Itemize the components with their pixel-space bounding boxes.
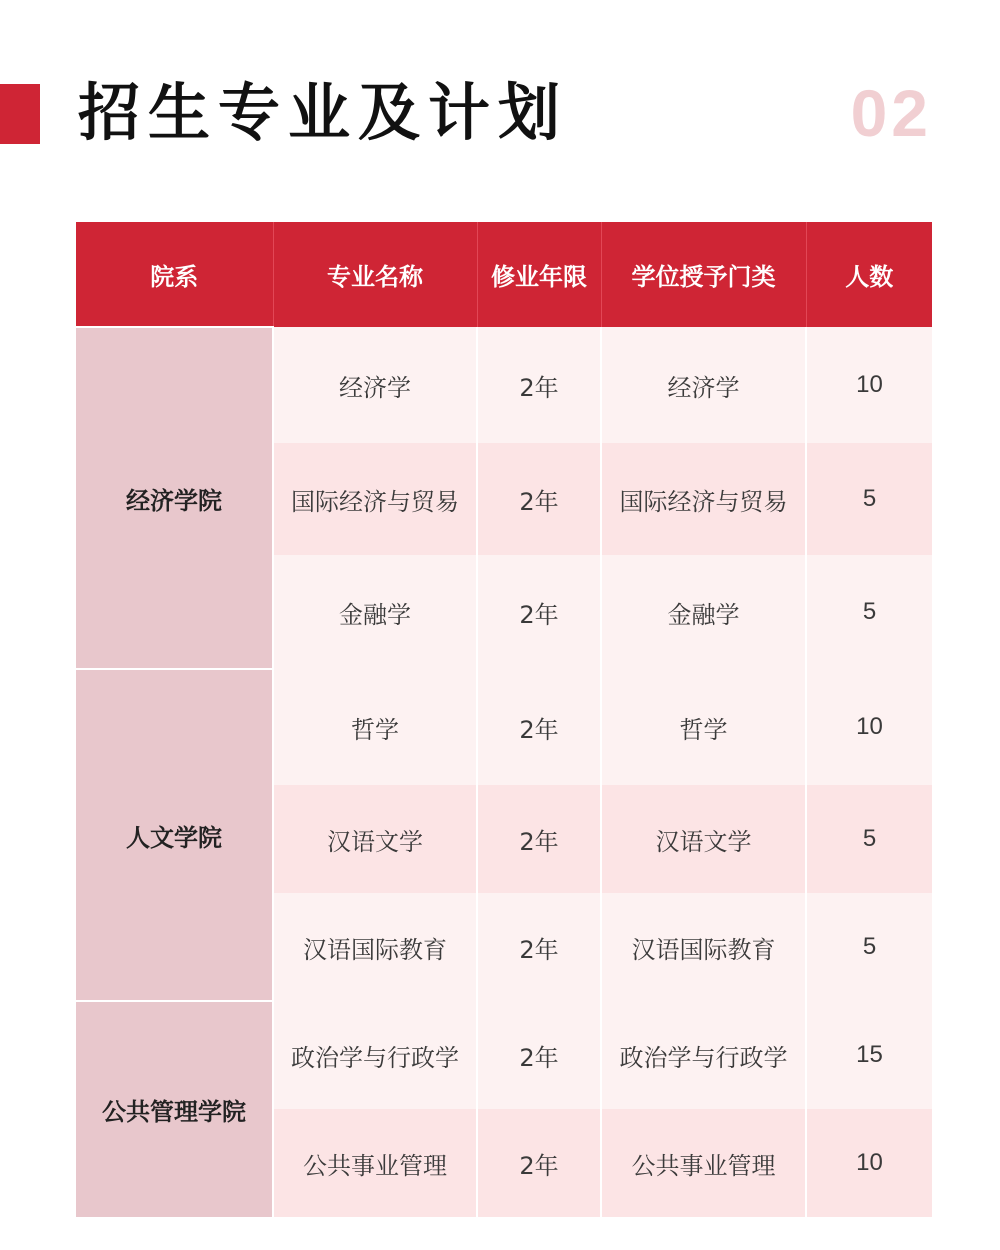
- years-cell: 2年: [477, 893, 601, 1001]
- header-major-name: 专业名称: [273, 222, 477, 327]
- major-cell: 政治学与行政学: [273, 1001, 477, 1109]
- department-cell: 公共管理学院: [76, 1001, 273, 1217]
- degree-cell: 哲学: [601, 669, 806, 785]
- count-cell: 10: [806, 327, 932, 443]
- major-cell: 经济学: [273, 327, 477, 443]
- degree-cell: 经济学: [601, 327, 806, 443]
- count-cell: 5: [806, 555, 932, 669]
- degree-cell: 公共事业管理: [601, 1109, 806, 1217]
- count-cell: 5: [806, 785, 932, 893]
- years-cell: 2年: [477, 327, 601, 443]
- years-cell: 2年: [477, 1109, 601, 1217]
- table-row: [76, 327, 932, 443]
- header-degree-category: 学位授予门类: [601, 222, 806, 327]
- major-cell: 汉语文学: [273, 785, 477, 893]
- table-row: [76, 1001, 932, 1109]
- table-header-row: [76, 222, 932, 327]
- count-cell: 10: [806, 1109, 932, 1217]
- years-cell: 2年: [477, 785, 601, 893]
- count-cell: 5: [806, 893, 932, 1001]
- count-cell: 15: [806, 1001, 932, 1109]
- major-cell: 国际经济与贸易: [273, 443, 477, 555]
- count-cell: 10: [806, 669, 932, 785]
- enrollment-plan-table: [76, 222, 932, 1217]
- degree-cell: 金融学: [601, 555, 806, 669]
- major-cell: 哲学: [273, 669, 477, 785]
- title-accent-bar: [0, 84, 40, 144]
- degree-cell: 国际经济与贸易: [601, 443, 806, 555]
- major-cell: 公共事业管理: [273, 1109, 477, 1217]
- section-number: 02: [850, 76, 932, 150]
- degree-cell: 汉语文学: [601, 785, 806, 893]
- department-cell: 人文学院: [76, 669, 273, 1001]
- years-cell: 2年: [477, 443, 601, 555]
- header-enrollment-count: 人数: [806, 222, 932, 327]
- page-title: 招生专业及计划: [78, 76, 569, 149]
- count-cell: 5: [806, 443, 932, 555]
- department-cell: 经济学院: [76, 327, 273, 669]
- header-study-years: 修业年限: [477, 222, 601, 327]
- years-cell: 2年: [477, 555, 601, 669]
- major-cell: 汉语国际教育: [273, 893, 477, 1001]
- years-cell: 2年: [477, 1001, 601, 1109]
- header-department: 院系: [76, 222, 273, 327]
- degree-cell: 政治学与行政学: [601, 1001, 806, 1109]
- degree-cell: 汉语国际教育: [601, 893, 806, 1001]
- table-row: [76, 669, 932, 785]
- major-cell: 金融学: [273, 555, 477, 669]
- years-cell: 2年: [477, 669, 601, 785]
